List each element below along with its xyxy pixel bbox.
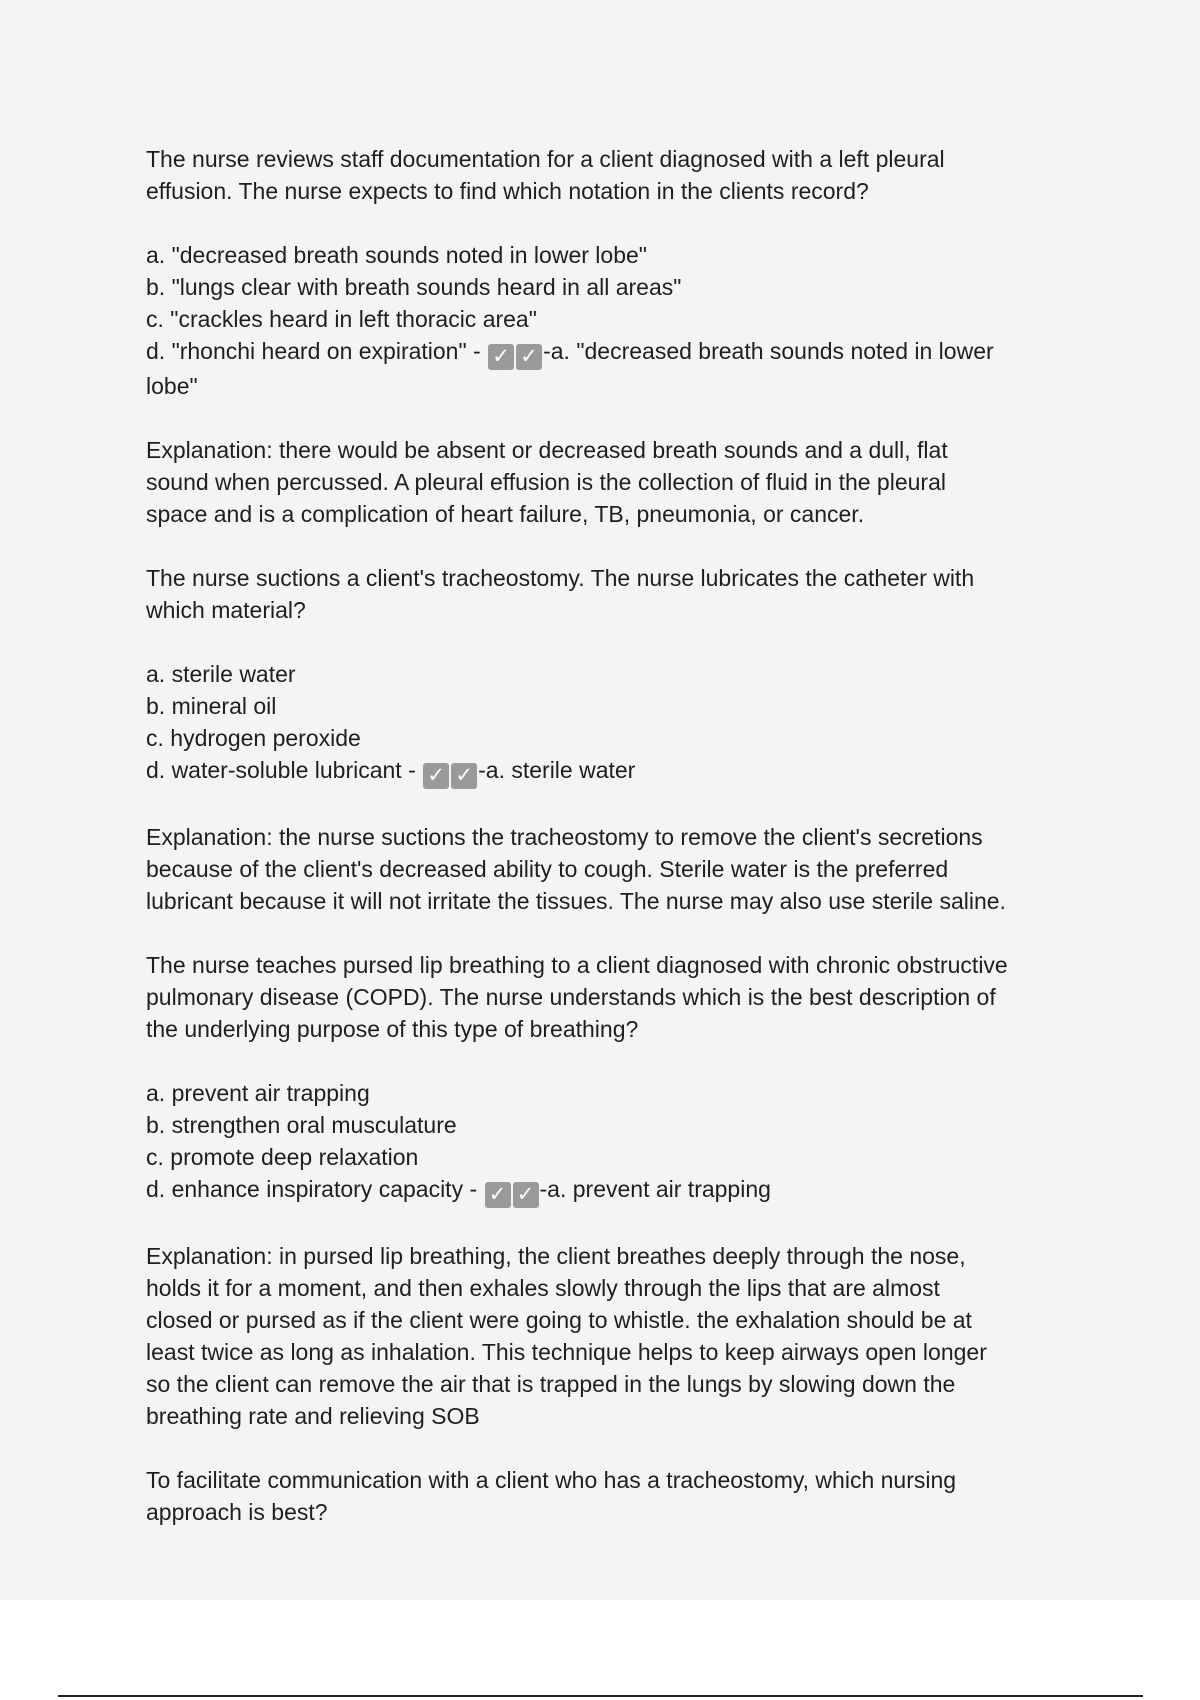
option-d: d. enhance inspiratory capacity - <box>146 1176 484 1202</box>
option-d-with-answer <box>146 1173 1066 1208</box>
option-b: b. "lungs clear with breath sounds heard in all areas" <box>146 274 682 300</box>
option-d-with-answer <box>146 335 1066 370</box>
question-1-explanation <box>146 434 1066 530</box>
stem-line: To facilitate communication with a client who has a tracheostomy, which nursing <box>146 1467 957 1493</box>
question-3-explanation <box>146 1240 1066 1432</box>
explanation-line: holds it for a moment, and then exhales slowly through the lips that are almost <box>146 1275 940 1301</box>
question-2-stem <box>146 562 1066 626</box>
explanation-line: Explanation: the nurse suctions the tracheostomy to remove the client's secretions <box>146 824 983 850</box>
stem-line: the underlying purpose of this type of breathing? <box>146 1016 639 1042</box>
question-2-options <box>146 658 1066 789</box>
explanation-line: least twice as long as inhalation. This technique helps to keep airways open longer <box>146 1339 987 1365</box>
answer-text: -a. "decreased breath sounds noted in lower <box>543 338 994 364</box>
answer-text: -a. prevent air trapping <box>539 1176 771 1202</box>
explanation-line: sound when percussed. A pleural effusion is the collection of fluid in the pleural <box>146 469 946 495</box>
option-c: c. "crackles heard in left thoracic area" <box>146 306 537 332</box>
option-b: b. strengthen oral musculature <box>146 1112 457 1138</box>
explanation-line: lubricant because it will not irritate the tissues. The nurse may also use sterile saline. <box>146 888 1006 914</box>
explanation-line: breathing rate and relieving SOB <box>146 1403 480 1429</box>
explanation-line: because of the client's decreased ability to cough. Sterile water is the preferred <box>146 856 949 882</box>
question-3-stem <box>146 949 1066 1045</box>
question-1-options <box>146 239 1066 402</box>
checkmark-icon: ✓ <box>516 344 542 370</box>
option-d: d. water-soluble lubricant - <box>146 757 423 783</box>
option-c: c. promote deep relaxation <box>146 1144 419 1170</box>
answer-text-continued: lobe" <box>146 373 198 399</box>
checkmark-icon: ✓ <box>513 1182 539 1208</box>
explanation-line: so the client can remove the air that is trapped in the lungs by slowing down the <box>146 1371 956 1397</box>
option-a: a. "decreased breath sounds noted in lower lobe" <box>146 242 647 268</box>
option-c: c. hydrogen peroxide <box>146 725 361 751</box>
question-1-stem <box>146 143 1066 207</box>
checkmark-icon: ✓ <box>485 1182 511 1208</box>
question-4-stem <box>146 1464 1066 1528</box>
checkmark-icon: ✓ <box>423 763 449 789</box>
explanation-line: space and is a complication of heart failure, TB, pneumonia, or cancer. <box>146 501 865 527</box>
checkmark-icon: ✓ <box>451 763 477 789</box>
stem-line: The nurse reviews staff documentation for a client diagnosed with a left pleural <box>146 146 945 172</box>
stem-line: effusion. The nurse expects to find which notation in the clients record? <box>146 178 869 204</box>
question-2-explanation <box>146 821 1066 917</box>
stem-line: pulmonary disease (COPD). The nurse understands which is the best description of <box>146 984 996 1010</box>
stem-line: which material? <box>146 597 306 623</box>
explanation-line: closed or pursed as if the client were going to whistle. the exhalation should be at <box>146 1307 972 1333</box>
option-a: a. sterile water <box>146 661 296 687</box>
option-a: a. prevent air trapping <box>146 1080 370 1106</box>
option-d: d. "rhonchi heard on expiration" - <box>146 338 488 364</box>
document-content <box>146 143 1066 1560</box>
stem-line: The nurse suctions a client's tracheostomy. The nurse lubricates the catheter with <box>146 565 975 591</box>
stem-line: approach is best? <box>146 1499 328 1525</box>
page-divider <box>58 1695 1143 1697</box>
answer-text: -a. sterile water <box>478 757 636 783</box>
stem-line: The nurse teaches pursed lip breathing to a client diagnosed with chronic obstructive <box>146 952 1008 978</box>
option-d-with-answer <box>146 754 1066 789</box>
question-3-options <box>146 1077 1066 1208</box>
explanation-line: Explanation: in pursed lip breathing, the client breathes deeply through the nose, <box>146 1243 966 1269</box>
option-b: b. mineral oil <box>146 693 277 719</box>
checkmark-icon: ✓ <box>488 344 514 370</box>
explanation-line: Explanation: there would be absent or decreased breath sounds and a dull, flat <box>146 437 948 463</box>
